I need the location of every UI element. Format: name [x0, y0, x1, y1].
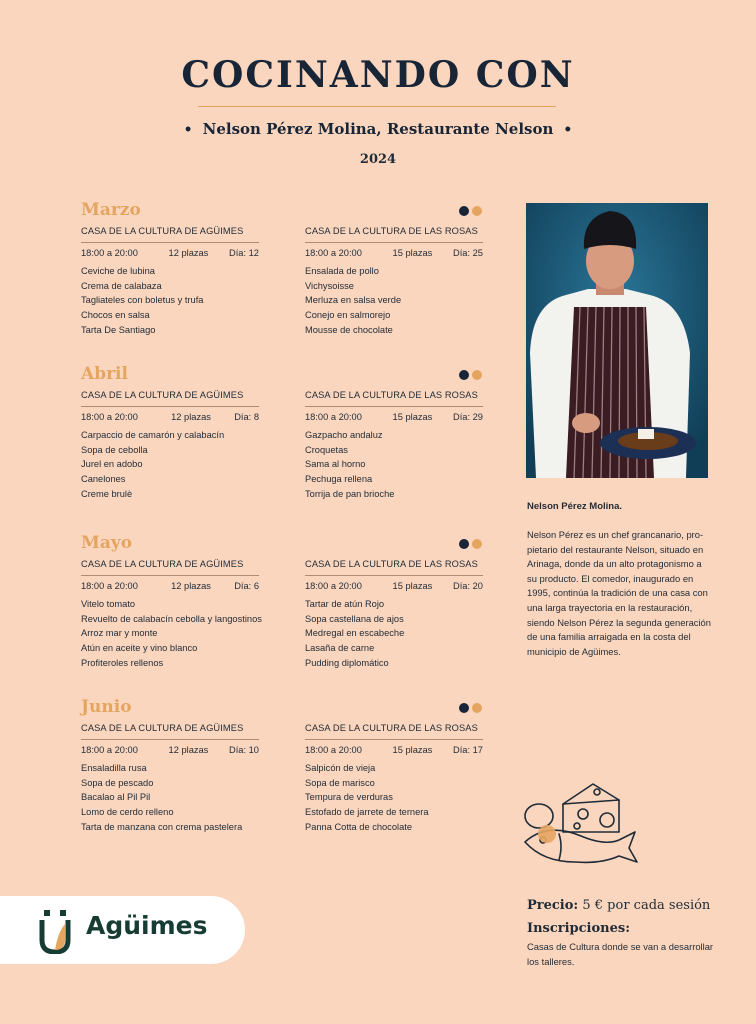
page-title: COCINANDO CON	[181, 54, 575, 96]
venue-name: CASA DE LA CULTURA DE AGÜIMES	[81, 226, 244, 236]
venue-column	[81, 723, 259, 836]
year-label: 2024	[359, 152, 397, 167]
session-day: Día: 10	[229, 745, 259, 755]
dish-item: Arroz mar y monte	[81, 628, 158, 639]
venue-divider	[81, 739, 259, 740]
venue-column	[81, 559, 262, 672]
venue-name: CASA DE LA CULTURA DE AGÜIMES	[81, 723, 244, 733]
session-plazas: 15 plazas	[392, 248, 433, 258]
session-info	[81, 248, 259, 261]
dish-list	[81, 430, 259, 503]
bio-line: 1995, continúa la tradición de una casa con	[527, 587, 708, 599]
venue-divider	[81, 242, 259, 243]
session-day: Día: 12	[229, 248, 259, 258]
dish-item: Atún en aceite y vino blanco	[81, 643, 198, 654]
bio-name: Nelson Pérez Molina.	[527, 501, 623, 512]
session-day: Día: 25	[453, 248, 483, 258]
session-info	[81, 412, 259, 425]
bio-line: Arinaga, donde da un alto protagonismo a	[527, 558, 702, 570]
session-time: 18:00 a 20:00	[305, 581, 362, 591]
venue-column	[305, 723, 483, 836]
session-plazas: 15 plazas	[392, 745, 433, 755]
session-time: 18:00 a 20:00	[81, 412, 138, 422]
month-dots-icon	[459, 703, 482, 713]
session-time: 18:00 a 20:00	[81, 248, 138, 258]
session-day: Día: 6	[234, 581, 259, 591]
session-day: Día: 8	[234, 412, 259, 422]
session-info	[305, 248, 483, 261]
chef-photo	[526, 203, 708, 478]
aguimes-logo	[0, 896, 245, 964]
session-info	[305, 745, 483, 758]
session-info	[305, 412, 483, 425]
bio-line: pietario del restaurante Nelson, situado en	[527, 543, 704, 555]
dish-item: Sopa de cebolla	[81, 444, 148, 455]
venue-name: CASA DE LA CULTURA DE LAS ROSAS	[305, 559, 478, 569]
dish-item: Lomo de cerdo relleno	[81, 807, 174, 818]
venue-name: CASA DE LA CULTURA DE LAS ROSAS	[305, 723, 478, 733]
price-info	[527, 898, 710, 913]
orange-dot-icon	[472, 206, 482, 216]
dish-item: Vitelo tomato	[81, 599, 136, 609]
bio-line: municipio de Agüimes.	[527, 645, 621, 657]
session-time: 18:00 a 20:00	[305, 745, 362, 755]
dark-dot-icon	[459, 539, 469, 549]
month-name: Mayo	[81, 533, 133, 553]
dish-item: Crema de calabaza	[81, 280, 162, 291]
session-info	[81, 745, 259, 758]
session-time: 18:00 a 20:00	[81, 745, 138, 755]
session-plazas: 12 plazas	[171, 581, 211, 591]
dish-item: Estofado de jarrete de ternera	[305, 807, 429, 818]
dish-item: Tempura de verduras	[305, 792, 393, 803]
month-block	[81, 364, 486, 499]
dish-item: Revuelto de calabacín cebolla y langostinos	[81, 613, 262, 624]
dish-item: Tartar de atún Rojo	[305, 599, 385, 609]
dish-item: Tarta de manzana con crema pastelera	[81, 821, 243, 832]
registration-line: los talleres.	[527, 955, 575, 967]
session-time: 18:00 a 20:00	[305, 412, 362, 422]
session-plazas: 12 plazas	[168, 745, 209, 755]
bio-line: de una familia arraigada en la costa del	[527, 631, 691, 643]
venue-divider	[81, 406, 259, 407]
venue-name: CASA DE LA CULTURA DE LAS ROSAS	[305, 226, 478, 236]
dish-item: Sopa de marisco	[305, 777, 375, 788]
dish-item: Sopa castellana de ajos	[305, 613, 404, 624]
orange-dot-icon	[472, 539, 482, 549]
registration-title: Inscripciones:	[527, 921, 631, 936]
session-plazas: 15 plazas	[392, 581, 433, 591]
title-divider	[198, 106, 556, 107]
venue-divider	[81, 575, 259, 576]
venue-column	[305, 390, 483, 503]
session-day: Día: 29	[453, 412, 483, 422]
dish-item: Mousse de chocolate	[305, 324, 393, 335]
session-time: 18:00 a 20:00	[81, 581, 138, 591]
dish-item: Vichysoisse	[305, 280, 354, 291]
dark-dot-icon	[459, 370, 469, 380]
venue-column	[81, 226, 259, 339]
price-label: Precio:	[527, 898, 579, 913]
venue-divider	[305, 406, 483, 407]
dish-item: Conejo en salmorejo	[305, 310, 391, 321]
price-value: 5 € por cada sesión	[582, 898, 711, 913]
dark-dot-icon	[459, 206, 469, 216]
bullet-icon: •	[563, 122, 573, 138]
dish-item: Merluza en salsa verde	[305, 295, 402, 306]
venue-column	[305, 559, 483, 672]
month-name: Junio	[81, 697, 132, 717]
dark-dot-icon	[459, 703, 469, 713]
bullet-icon: •	[183, 122, 193, 138]
chef-subtitle	[0, 120, 756, 138]
month-name: Abril	[81, 364, 128, 384]
dish-item: Torrija de pan brioche	[305, 488, 395, 499]
session-day: Día: 20	[453, 581, 483, 591]
bio-line: una larga trayectoria en la restauración,	[527, 601, 693, 613]
dish-list	[81, 763, 259, 836]
subtitle-text: Nelson Pérez Molina, Restaurante Nelson	[202, 120, 554, 138]
month-block	[81, 697, 486, 832]
dish-item: Ceviche de lubina	[81, 266, 155, 276]
month-block	[81, 200, 486, 335]
month-block	[81, 533, 486, 668]
dish-item: Tarta De Santiago	[81, 324, 156, 335]
venue-divider	[305, 575, 483, 576]
orange-dot-icon	[472, 703, 482, 713]
registration-text	[527, 940, 717, 969]
dish-list	[305, 599, 483, 672]
dish-item: Profiteroles rellenos	[81, 657, 164, 668]
session-day: Día: 17	[453, 745, 483, 755]
dish-item: Tagliateles con boletus y trufa	[81, 295, 204, 306]
month-name: Marzo	[81, 200, 141, 220]
dish-item: Salpicón de vieja	[305, 763, 376, 773]
session-time: 18:00 a 20:00	[305, 248, 362, 258]
dish-item: Medregal en escabeche	[305, 628, 405, 639]
venue-name: CASA DE LA CULTURA DE LAS ROSAS	[305, 390, 478, 400]
venue-column	[81, 390, 259, 503]
dish-list	[305, 266, 483, 339]
dish-item: Croquetas	[305, 444, 348, 455]
month-dots-icon	[459, 206, 482, 216]
bio-line: su producto. El comedor, inaugurado en	[527, 572, 694, 584]
cheese-fish-icon	[515, 776, 640, 876]
dish-item: Canelones	[81, 474, 126, 485]
dish-item: Ensaladilla rusa	[81, 763, 147, 773]
dish-list	[305, 763, 483, 836]
venue-name: CASA DE LA CULTURA DE AGÜIMES	[81, 559, 244, 569]
dish-item: Gazpacho andaluz	[305, 430, 383, 440]
session-plazas: 15 plazas	[392, 412, 433, 422]
bio-line: siendo Nelson Pérez la segunda generación	[527, 616, 711, 628]
month-dots-icon	[459, 539, 482, 549]
venue-divider	[305, 739, 483, 740]
session-plazas: 12 plazas	[168, 248, 209, 258]
venue-column	[305, 226, 483, 339]
registration-line: Casas de Cultura donde se van a desarrollar	[527, 941, 714, 952]
session-info	[81, 581, 259, 594]
dish-item: Creme brulè	[81, 488, 133, 499]
dish-item: Bacalao al Pil Pil	[81, 792, 151, 803]
venue-name: CASA DE LA CULTURA DE AGÜIMES	[81, 390, 244, 400]
dish-item: Panna Cotta de chocolate	[305, 821, 412, 832]
dish-item: Lasaña de carne	[305, 643, 375, 654]
dish-item: Pudding diplomático	[305, 657, 389, 668]
aguimes-logo-mark-icon	[38, 910, 72, 954]
month-dots-icon	[459, 370, 482, 380]
dish-item: Sopa de pescado	[81, 777, 154, 788]
dish-item: Jurel en adobo	[81, 459, 143, 470]
venue-divider	[305, 242, 483, 243]
dish-item: Pechuga rellena	[305, 474, 373, 485]
session-info	[305, 581, 483, 594]
dish-item: Carpaccio de camarón y calabacín	[81, 430, 225, 440]
dish-list	[305, 430, 483, 503]
dish-list	[81, 266, 259, 339]
dish-item: Ensalada de pollo	[305, 266, 379, 276]
bio-line: Nelson Pérez es un chef grancanario, pro-	[527, 529, 704, 540]
dish-list	[81, 599, 262, 672]
logo-text: Agüimes	[86, 911, 208, 940]
session-plazas: 12 plazas	[171, 412, 211, 422]
dish-item: Chocos en salsa	[81, 310, 150, 321]
bio-text	[527, 528, 713, 659]
dish-item: Sama al horno	[305, 459, 366, 470]
chef-illustration	[526, 203, 708, 478]
orange-dot-icon	[472, 370, 482, 380]
